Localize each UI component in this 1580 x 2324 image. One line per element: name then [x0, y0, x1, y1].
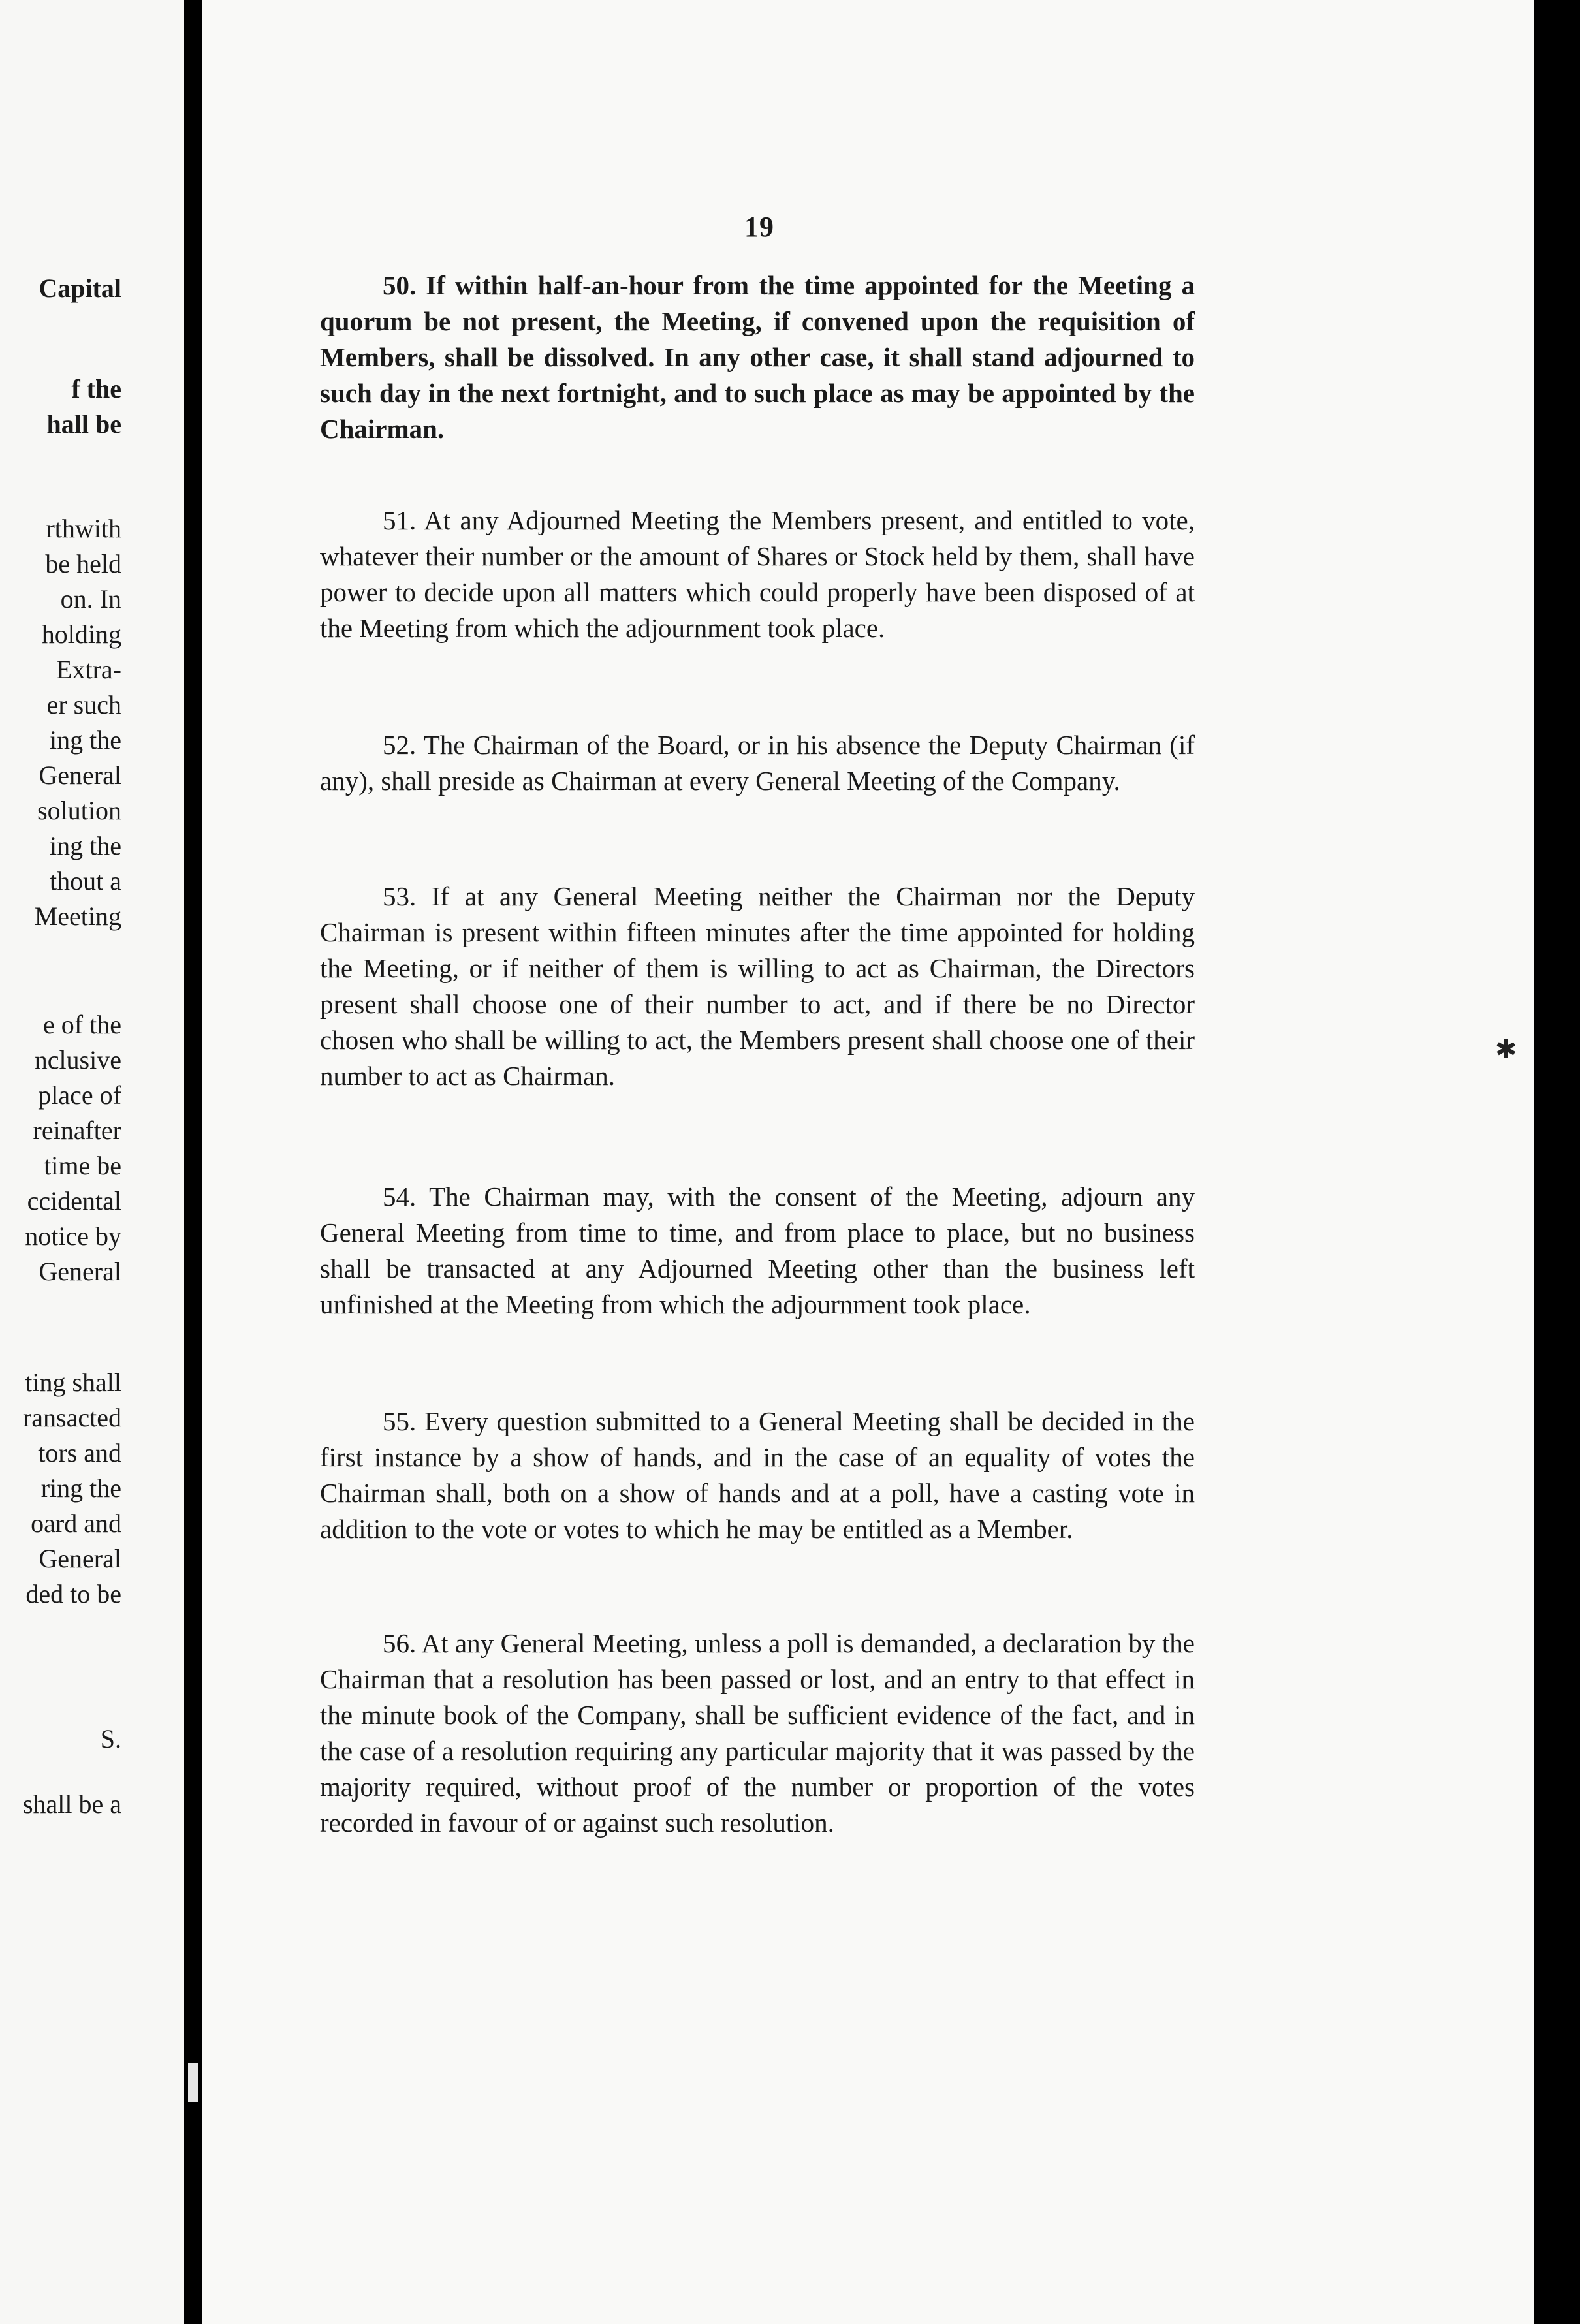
ink-speck: ✱	[1495, 1035, 1517, 1064]
left-page-line: ing the	[50, 831, 121, 860]
left-page-line: ransacted	[22, 1403, 121, 1432]
article-50	[320, 268, 1195, 447]
left-page-line: hall be	[46, 409, 121, 439]
left-page-line: ded to be	[25, 1579, 121, 1609]
left-page-line: solution	[37, 796, 121, 825]
article-number: 53.	[383, 881, 417, 911]
article-text: The Chairman of the Board, or in his absence the Deputy Chairman (if any), shall preside as Chairman at every General Meeting of the Company.	[320, 730, 1195, 796]
left-page-line: er such	[46, 690, 121, 719]
left-page-line: holding	[41, 620, 121, 649]
left-page-line: e of the	[43, 1010, 121, 1039]
left-page-line: place of	[38, 1080, 121, 1110]
left-page-line: notice by	[25, 1221, 121, 1251]
article-number: 50.	[383, 270, 417, 300]
left-page-line: f the	[71, 374, 121, 403]
article-number: 55.	[383, 1406, 417, 1436]
left-page-line: be held	[45, 549, 121, 578]
left-page-line: ting shall	[25, 1368, 121, 1397]
left-page-line: time be	[44, 1151, 121, 1180]
left-page-line: Extra-	[56, 655, 121, 684]
left-page-line: oard and	[31, 1509, 121, 1538]
left-page-line: Capital	[39, 274, 121, 303]
article-number: 56.	[383, 1628, 417, 1658]
left-page-line: ring the	[40, 1473, 121, 1503]
left-page-line: rthwith	[46, 514, 121, 543]
article-text: If within half-an-hour from the time appointed for the Meeting a quorum be not present, the Meeting, if convened upon the requisition of Members, shall be dissolved. In any other case, it shall stand adjourned to such day in the next fortnight, and to such place as may be appointed by the Chairman.	[320, 270, 1195, 444]
left-page-line: nclusive	[34, 1045, 121, 1075]
scan-border	[1534, 0, 1580, 2324]
article-text: At any Adjourned Meeting the Members present, and entitled to vote, whatever their number or the amount of Shares or Stock held by them, shall have power to decide upon all matters which could properly have been disposed of at the Meeting from which the adjournment took place.	[320, 505, 1195, 643]
article-number: 52.	[383, 730, 417, 760]
left-page-line: tors and	[38, 1438, 121, 1468]
article-55	[320, 1404, 1195, 1547]
article-text: At any General Meeting, unless a poll is demanded, a declaration by the Chairman that a resolution has been passed or lost, and an entry to that effect in the minute book of the Company, shall be sufficient evidence of the fact, and in the case of a resolution requiring any particular majority that it was passed by the majority required, without proof of the number or proportion of the votes recorded in favour of or against such resolution.	[320, 1628, 1195, 1838]
left-page-line: S.	[100, 1724, 121, 1753]
article-text: If at any General Meeting neither the Chairman nor the Deputy Chairman is present within fifteen minutes after the time appointed for holding the Meeting, or if neither of them is willing to act as Chairman, the Directors present shall choose one of their number to act, and if there be no Director chosen who shall be willing to act, the Members present shall choose one of their number to act as Chairman.	[320, 881, 1195, 1091]
article-54	[320, 1179, 1195, 1323]
article-text: The Chairman may, with the consent of the Meeting, adjourn any General Meeting from time to time, and from place to place, but no business shall be transacted at any Adjourned Meeting other than the business left unfinished at the Meeting from which the adjournment took place.	[320, 1182, 1195, 1319]
previous-page-fragment	[0, 0, 184, 2324]
left-page-line: General	[39, 1544, 121, 1573]
article-number: 54.	[383, 1182, 417, 1212]
left-page-line: on. In	[60, 584, 121, 614]
article-51	[320, 503, 1195, 646]
page-gutter	[184, 0, 202, 2324]
article-52	[320, 727, 1195, 799]
left-page-line: reinafter	[33, 1116, 121, 1145]
left-page-line: shall be a	[22, 1789, 121, 1819]
left-page-line: ccidental	[27, 1186, 121, 1216]
article-text: Every question submitted to a General Meeting shall be decided in the first instance by a show of hands, and in the case of an equality of votes the Chairman shall, both on a show of hands and at a poll, have a casting vote in addition to the vote or votes to which he may be entitled as a Member.	[320, 1406, 1195, 1544]
left-page-line: thout a	[50, 866, 121, 896]
left-page-line: General	[39, 761, 121, 790]
left-page-line: ing the	[50, 725, 121, 755]
binding-mark	[188, 2063, 198, 2102]
article-53	[320, 879, 1195, 1094]
page-number: 19	[744, 211, 774, 243]
article-number: 51.	[383, 505, 417, 535]
left-page-line: General	[39, 1257, 121, 1286]
article-56	[320, 1625, 1195, 1841]
left-page-line: Meeting	[34, 902, 121, 931]
